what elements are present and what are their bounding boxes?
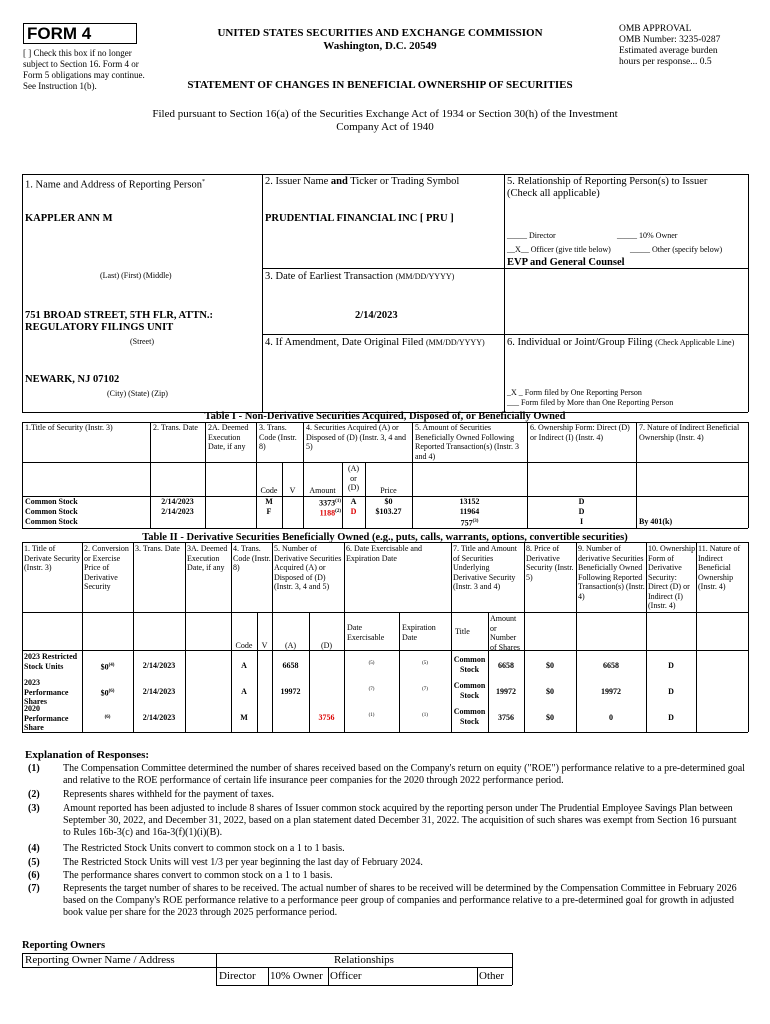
t2-h-dprice: 8. Price of Derivative Security (Instr. 5) bbox=[526, 544, 574, 582]
t2-row-underlying-title: Common Stock bbox=[453, 707, 486, 726]
t2-row-owned: 0 bbox=[609, 713, 613, 722]
t2-h-form: 10. Ownership Form of Derivative Security: Direct (D) or Indirect (I) (Instr. 4) bbox=[648, 544, 696, 610]
t1-row-title: Common Stock bbox=[25, 517, 78, 526]
t2-row-exercisable: (5) bbox=[368, 661, 375, 666]
ten-pct-column: 10% Owner bbox=[270, 970, 323, 982]
t1-amount-value: 3373 bbox=[319, 498, 336, 508]
t1-row-owned bbox=[412, 497, 527, 507]
t1-row-form: D bbox=[578, 497, 585, 506]
t1-row-aord: A bbox=[350, 497, 357, 506]
footnote-text: The performance shares convert to common stock on a 1 to 1 basis. bbox=[63, 870, 333, 881]
t2-sub-amount: Amount or Number of Shares bbox=[490, 614, 520, 652]
t1-owned-value: 13152 bbox=[459, 497, 480, 506]
t2-row-a: 6658 bbox=[282, 661, 299, 670]
t1-sub-amount: Amount bbox=[309, 486, 336, 495]
box5-label: 5. Relationship of Reporting Person(s) to Issuer (Check all applicable) bbox=[507, 176, 708, 199]
t1-amount-footnote: (2) bbox=[335, 509, 341, 514]
filed-pursuant: Filed pursuant to Section 16(a) of the Securities Exchange Act of 1934 or Section 30(h) of the Investment Company Act of 1940 bbox=[152, 108, 618, 133]
t2-sub-exercisable: Date Exercisable bbox=[347, 623, 385, 642]
t2-row-date: 2/14/2023 bbox=[142, 713, 176, 722]
omb-title: OMB APPROVAL bbox=[619, 24, 692, 34]
t2-row-expiration: (5) bbox=[422, 661, 428, 666]
owner-name-column: Reporting Owner Name / Address bbox=[25, 954, 175, 966]
t2-row-code: A bbox=[241, 687, 247, 696]
box2-label: 2. Issuer Name and Ticker or Trading Symbol bbox=[265, 176, 460, 187]
t2-row-owned: 6658 bbox=[603, 661, 619, 670]
t1-row-nature: By 401(k) bbox=[639, 517, 673, 526]
t2-sub-title: Title bbox=[455, 627, 470, 636]
t2-sub-d: (D) bbox=[320, 641, 333, 650]
box3-label: 3. Date of Earliest Transaction (MM/DD/YYYY) bbox=[265, 271, 455, 282]
t2-h-deemed: 3A. Deemed Execution Date, if any bbox=[187, 544, 228, 572]
t2-row-underlying-amount: 6658 bbox=[498, 661, 514, 670]
box6-label: 6. Individual or Joint/Group Filing (Check Applicable Line) bbox=[507, 337, 735, 348]
omb-hours: hours per response... 0.5 bbox=[619, 57, 712, 67]
footnote-number: (6) bbox=[28, 870, 40, 881]
omb-approval bbox=[619, 24, 759, 68]
t2-price-footnote: (6) bbox=[104, 715, 111, 720]
t1-row-date: 2/14/2023 bbox=[161, 507, 194, 516]
t2-h-number: 5. Number of Derivative Securities Acquired (A) or Disposed of (D) (Instr. 3, 4 and 5) bbox=[274, 544, 342, 591]
t2-h-title: 1. Title of Derivate Security (Instr. 3) bbox=[24, 544, 81, 572]
t2-row-d: 3756 bbox=[318, 713, 335, 722]
t2-sub-a: (A) bbox=[284, 641, 297, 650]
t2-row-date: 2/14/2023 bbox=[142, 687, 176, 696]
earliest-transaction-date: 2/14/2023 bbox=[355, 310, 398, 321]
t2-h-price: 2. Conversion or Exercise Price of Derivative Security bbox=[84, 544, 129, 591]
t2-price-footnote: (4) bbox=[108, 663, 115, 668]
t2-row-a: 19972 bbox=[280, 687, 301, 696]
t2-row-owned: 19972 bbox=[601, 687, 621, 696]
t1-owned-value: 11964 bbox=[459, 507, 480, 516]
t1-row-aord: D bbox=[350, 507, 357, 516]
reporting-person-street: 751 BROAD STREET, 5TH FLR, ATTN.: REGULATORY FILINGS UNIT bbox=[25, 310, 214, 333]
agency-location: Washington, D.C. 20549 bbox=[323, 40, 437, 52]
t1-owned-value: 757 bbox=[460, 518, 473, 528]
t2-h-code: 4. Trans. Code (Instr. 8) bbox=[233, 544, 271, 572]
t1-h-owned: 5. Amount of Securities Beneficially Owned Following Reported Transaction(s) (Instr. 3 and 4) bbox=[415, 423, 519, 461]
t1-row-title: Common Stock bbox=[25, 507, 78, 516]
agency-heading bbox=[160, 27, 600, 53]
t2-row-form: D bbox=[668, 661, 674, 670]
footnote-text: Represents the target number of shares to be received. The actual number of shares to be received will be determined by the Compensation Committee in February 2026 based on the Company's ROE performance relative to a performance peer group of companies and performance relative to a pre-determined goal for growth in adjusted book value per share for the 2023 through 2025 performance period. bbox=[63, 883, 737, 918]
no-longer-subject-note: [ ] Check this box if no longer subject to Section 16. Form 4 or Form 5 obligations may continue. See Instruction 1(b). bbox=[23, 48, 145, 91]
t1-row-owned bbox=[412, 507, 527, 517]
t2-price-value: $0 bbox=[100, 688, 109, 698]
t2-row-dprice: $0 bbox=[546, 661, 554, 670]
omb-burden: Estimated average burden bbox=[619, 46, 718, 56]
t1-owned-footnote: (3) bbox=[472, 519, 479, 524]
t2-row-form: D bbox=[668, 713, 674, 722]
t2-row-exercisable: (7) bbox=[368, 687, 375, 692]
agency-name: UNITED STATES SECURITIES AND EXCHANGE COMMISSION bbox=[217, 27, 543, 39]
street-caption: (Street) bbox=[130, 337, 154, 346]
t2-row-title: 2023 Restricted Stock Units bbox=[24, 652, 78, 671]
director-checkbox: _____ Director bbox=[507, 231, 556, 240]
officer-checkbox: __X__ Officer (give title below) bbox=[507, 245, 611, 254]
t2-row-form: D bbox=[668, 687, 674, 696]
t2-row-underlying-title: Common Stock bbox=[453, 681, 486, 700]
t2-sub-v: V bbox=[261, 641, 268, 650]
box1-label: 1. Name and Address of Reporting Person* bbox=[25, 179, 206, 191]
t2-row-code: M bbox=[240, 713, 248, 722]
relationships-header: Relationships bbox=[334, 954, 394, 966]
t2-row-code: A bbox=[241, 661, 247, 670]
footnote-number: (7) bbox=[28, 883, 40, 894]
t1-row-form: D bbox=[578, 507, 585, 516]
issuer-name: PRUDENTIAL FINANCIAL INC [ PRU ] bbox=[265, 213, 454, 224]
footnote-text: Amount reported has been adjusted to include 8 shares of Issuer common stock acquired by the reporting person under The Prudential Employee Savings Plan between September 30, 2022, and December 31, 2022, based on a plan statement dated December 31, 2022. The acquisition of such shares was exempt from Section 16 pursuant to Rules 16b-3(c) and 16a-3(f)(1)(i)(B). bbox=[63, 803, 737, 838]
footnote-number: (5) bbox=[28, 857, 40, 868]
t1-h-code: 3. Trans. Code (Instr. 8) bbox=[259, 423, 297, 451]
t1-row-code: F bbox=[266, 507, 272, 516]
t2-h-exercisable: 6. Date Exercisable and Expiration Date bbox=[346, 544, 422, 563]
t2-sub-code: Code bbox=[235, 641, 253, 650]
t1-row-title: Common Stock bbox=[25, 497, 78, 506]
t1-row-date: 2/14/2023 bbox=[161, 497, 194, 506]
t2-row-underlying-amount: 19972 bbox=[496, 687, 516, 696]
footnote-text: The Restricted Stock Units convert to common stock on a 1 to 1 basis. bbox=[63, 843, 345, 854]
t2-row-title: 2023 Performance Shares bbox=[24, 678, 69, 706]
omb-number: OMB Number: 3235-0287 bbox=[619, 35, 721, 45]
ten-pct-owner-checkbox: _____ 10% Owner bbox=[617, 231, 678, 240]
footnote-text: The Compensation Committee determined the number of shares received based on the Company's return on equity ("ROE") performance relative to a pre-determined goal and relative to the ROE performance of certain life insurance peer companies for the 2020 through 2022 performance period. bbox=[63, 763, 745, 786]
officer-title: EVP and General Counsel bbox=[507, 257, 625, 268]
t2-row-title: 2020 Performance Share bbox=[24, 704, 69, 732]
reporting-owners-title: Reporting Owners bbox=[22, 940, 106, 951]
t2-price-value: $0 bbox=[100, 662, 109, 672]
box4-label: 4. If Amendment, Date Original Filed (MM/DD/YYYY) bbox=[265, 337, 485, 348]
t2-row-date: 2/14/2023 bbox=[142, 661, 176, 670]
t1-sub-v: V bbox=[289, 486, 296, 495]
t1-sub-aord: (A) or (D) bbox=[347, 464, 360, 492]
t1-h-deemed: 2A. Deemed Execution Date, if any bbox=[208, 423, 249, 451]
name-caption: (Last) (First) (Middle) bbox=[100, 271, 172, 280]
footnote-number: (4) bbox=[28, 843, 40, 854]
director-column: Director bbox=[219, 970, 256, 982]
t1-row-amount bbox=[303, 507, 341, 518]
t2-h-date: 3. Trans. Date bbox=[135, 544, 180, 553]
explanation-title: Explanation of Responses: bbox=[25, 749, 150, 761]
footnote-number: (3) bbox=[28, 803, 40, 814]
t1-row-form: I bbox=[579, 517, 584, 526]
reporting-person-city: NEWARK, NJ 07102 bbox=[25, 374, 120, 385]
t2-row-underlying-amount: 3756 bbox=[498, 713, 514, 722]
t2-row-expiration: (7) bbox=[422, 687, 428, 692]
t2-row-underlying-title: Common Stock bbox=[453, 655, 486, 674]
form-title: FORM 4 bbox=[23, 23, 137, 44]
t1-row-price: $0 bbox=[384, 497, 393, 506]
t1-sub-code: Code bbox=[260, 486, 278, 495]
t1-h-date: 2. Trans. Date bbox=[153, 423, 198, 432]
t2-sub-expiration: Expiration Date bbox=[402, 623, 436, 642]
t1-row-price: $103.27 bbox=[375, 507, 402, 516]
t1-amount-footnote: (1) bbox=[335, 499, 341, 504]
t1-h-nature: 7. Nature of Indirect Beneficial Ownership (Instr. 4) bbox=[639, 423, 740, 442]
footnote-number: (1) bbox=[28, 763, 40, 774]
other-checkbox: _____ Other (specify below) bbox=[630, 245, 723, 254]
t2-row-price bbox=[82, 661, 133, 672]
t2-price-footnote: (6) bbox=[108, 689, 115, 694]
t2-row-price bbox=[82, 687, 133, 698]
filing-option-one: _X _ Form filed by One Reporting Person bbox=[507, 388, 642, 397]
statement-title: STATEMENT OF CHANGES IN BENEFICIAL OWNERSHIP OF SECURITIES bbox=[187, 79, 573, 91]
t2-row-expiration: (1) bbox=[422, 713, 428, 718]
t1-h-form: 6. Ownership Form: Direct (D) or Indirect (I) (Instr. 4) bbox=[530, 423, 630, 442]
reporting-person-name: KAPPLER ANN M bbox=[25, 213, 113, 224]
footnote-text: Represents shares withheld for the payment of taxes. bbox=[63, 789, 275, 800]
t2-row-dprice: $0 bbox=[546, 687, 554, 696]
filing-option-many: ___ Form filed by More than One Reporting Person bbox=[507, 398, 674, 407]
officer-column: Officer bbox=[330, 970, 362, 982]
other-column: Other bbox=[479, 970, 505, 982]
footnote-number: (2) bbox=[28, 789, 40, 800]
footnote-text: The Restricted Stock Units will vest 1/3 per year beginning the last day of February 2024. bbox=[63, 857, 423, 868]
t1-h-title: 1.Title of Security (Instr. 3) bbox=[25, 423, 113, 432]
t2-row-price bbox=[82, 713, 133, 724]
t1-row-owned bbox=[412, 517, 527, 528]
table2-title: Table II - Derivative Securities Beneficially Owned (e.g., puts, calls, warrants, options, convertible securities) bbox=[142, 532, 628, 543]
t2-h-nature: 11. Nature of Indirect Beneficial Ownership (Instr. 4) bbox=[698, 544, 741, 591]
t2-row-exercisable: (1) bbox=[368, 713, 375, 718]
t1-amount-value: 1188 bbox=[319, 508, 336, 518]
t2-h-underlying: 7. Title and Amount of Securities Underlying Derivative Security (Instr. 3 and 4) bbox=[453, 544, 518, 591]
t1-h-acquired: 4. Securities Acquired (A) or Disposed of (D) (Instr. 3, 4 and 5) bbox=[306, 423, 406, 451]
city-caption: (City) (State) (Zip) bbox=[107, 389, 168, 398]
table1-title: Table I - Non-Derivative Securities Acquired, Disposed of, or Beneficially Owned bbox=[204, 411, 566, 422]
t2-h-owned: 9. Number of derivative Securities Beneficially Owned Following Reported Transaction(s) (Instr. 4) bbox=[578, 544, 645, 601]
t1-sub-price: Price bbox=[380, 486, 397, 495]
t2-row-dprice: $0 bbox=[546, 713, 554, 722]
t1-row-code: M bbox=[265, 497, 273, 506]
